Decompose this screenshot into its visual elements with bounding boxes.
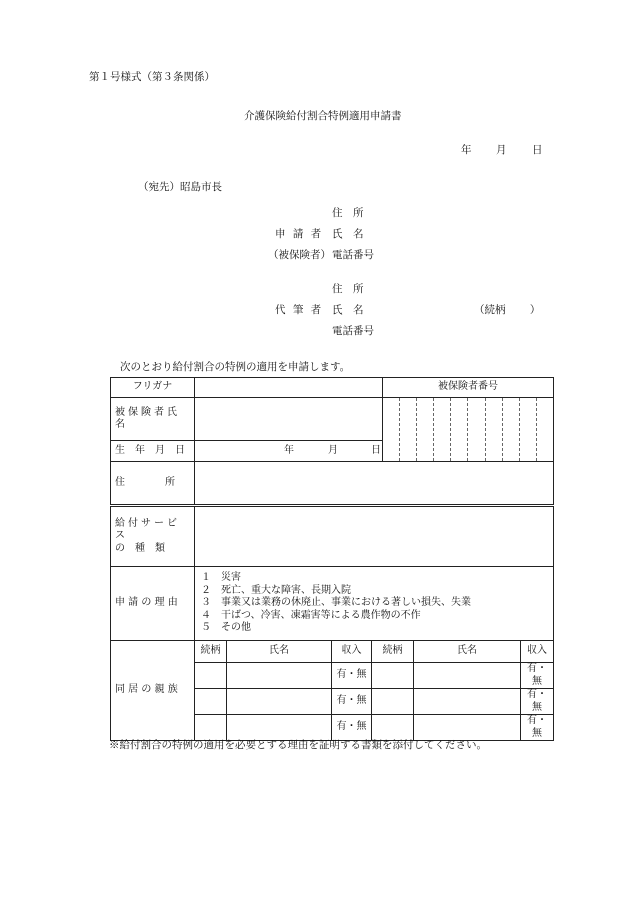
birth-year-label: 年 bbox=[284, 445, 294, 456]
insured-number-digit[interactable] bbox=[399, 398, 416, 461]
applicant-phone-label: 電話番号 bbox=[332, 249, 374, 261]
family-relation-field[interactable] bbox=[195, 663, 227, 689]
applicant-role-note: （被保険者） bbox=[268, 249, 331, 261]
applicant-name-label: 氏 名 bbox=[332, 228, 364, 240]
date-year-label: 年 bbox=[461, 144, 472, 156]
family-income-header: 収入 bbox=[521, 641, 554, 663]
addressee: （宛先）昭島市長 bbox=[138, 181, 222, 193]
proxy-relation-label: （続柄 ） bbox=[474, 304, 541, 316]
insured-number-digit[interactable] bbox=[502, 398, 519, 461]
form-title: 介護保険給付割合特例適用申請書 bbox=[244, 110, 402, 122]
furigana-label: フリガナ bbox=[111, 378, 195, 398]
insured-number-digit[interactable] bbox=[416, 398, 433, 461]
family-relation-field[interactable] bbox=[195, 689, 227, 715]
insured-number-digit[interactable] bbox=[467, 398, 484, 461]
family-name-header: 氏名 bbox=[414, 641, 521, 663]
insured-number-digit[interactable] bbox=[433, 398, 450, 461]
family-relation-field[interactable] bbox=[372, 715, 414, 741]
insured-number-label: 被保険者番号 bbox=[383, 378, 554, 398]
reason-option[interactable]: ２ 死亡、重大な障害、長期入院 bbox=[201, 584, 351, 596]
application-table bbox=[110, 377, 554, 741]
reason-options bbox=[195, 567, 554, 641]
family-name-field[interactable] bbox=[227, 715, 332, 741]
family-income-option[interactable]: 有・無 bbox=[521, 715, 554, 741]
applicant-role: 申 請 者 bbox=[275, 228, 324, 240]
date-month-label: 月 bbox=[496, 144, 507, 156]
reason-option[interactable]: ３ 事業又は業務の休廃止、事業における著しい損失、失業 bbox=[201, 597, 471, 609]
family-relation-field[interactable] bbox=[195, 715, 227, 741]
family-income-header: 収入 bbox=[332, 641, 372, 663]
family-relation-header: 続柄 bbox=[195, 641, 227, 663]
form-number: 第１号様式（第３条関係） bbox=[89, 71, 215, 83]
insured-number-digit[interactable] bbox=[536, 398, 553, 461]
family-income-option[interactable]: 有・無 bbox=[332, 715, 372, 741]
family-income-option[interactable]: 有・無 bbox=[521, 663, 554, 689]
proxy-phone-label: 電話番号 bbox=[332, 325, 374, 337]
proxy-name-label: 氏 名 bbox=[332, 304, 364, 316]
service-type-label-line1: 給付サービス bbox=[115, 517, 180, 542]
insured-number-digit[interactable] bbox=[519, 398, 536, 461]
family-name-field[interactable] bbox=[414, 663, 521, 689]
proxy-address-label: 住 所 bbox=[332, 283, 364, 295]
address-field[interactable] bbox=[195, 462, 554, 506]
insured-number-digit[interactable] bbox=[450, 398, 467, 461]
insured-number-field[interactable] bbox=[383, 398, 554, 462]
family-name-field[interactable] bbox=[414, 715, 521, 741]
birth-month-label: 月 bbox=[328, 445, 338, 456]
family-relation-field[interactable] bbox=[372, 663, 414, 689]
family-label: 同 居 の 親 族 bbox=[111, 641, 195, 741]
family-income-option[interactable]: 有・無 bbox=[332, 689, 372, 715]
service-type-label-line2: の 種 類 bbox=[115, 542, 165, 554]
birth-day-label: 日 bbox=[371, 445, 381, 456]
family-relation-field[interactable] bbox=[372, 689, 414, 715]
footnote: ※給付割合の特例の適用を必要とする理由を証明する書類を添付してください。 bbox=[109, 739, 487, 751]
reason-option[interactable]: １ 災害 bbox=[201, 572, 241, 584]
family-relation-header: 続柄 bbox=[372, 641, 414, 663]
proxy-role: 代 筆 者 bbox=[275, 304, 324, 316]
date-day-label: 日 bbox=[532, 144, 543, 156]
applicant-address-label: 住 所 bbox=[332, 207, 364, 219]
intro-text: 次のとおり給付割合の特例の適用を申請します。 bbox=[120, 361, 351, 373]
birthdate-label: 生 年 月 日 bbox=[111, 441, 195, 462]
service-type-field[interactable] bbox=[195, 506, 554, 567]
family-name-header: 氏名 bbox=[227, 641, 332, 663]
address-label: 住 所 bbox=[111, 462, 195, 506]
family-income-option[interactable]: 有・無 bbox=[521, 689, 554, 715]
reason-option[interactable]: ４ 干ばつ、冷害、凍霜害等による農作物の不作 bbox=[201, 609, 421, 621]
family-name-field[interactable] bbox=[227, 689, 332, 715]
insured-number-digit[interactable] bbox=[383, 398, 399, 461]
insured-name-label: 被保険者氏名 bbox=[111, 398, 195, 441]
reason-label: 申 請 の 理 由 bbox=[111, 567, 195, 641]
birthdate-field[interactable] bbox=[195, 441, 383, 462]
furigana-field[interactable] bbox=[195, 378, 383, 398]
insured-name-field[interactable] bbox=[195, 398, 383, 441]
family-name-field[interactable] bbox=[414, 689, 521, 715]
insured-number-digit[interactable] bbox=[485, 398, 502, 461]
reason-option[interactable]: ５ その他 bbox=[201, 622, 251, 634]
service-type-label bbox=[111, 506, 195, 567]
family-income-option[interactable]: 有・無 bbox=[332, 663, 372, 689]
family-name-field[interactable] bbox=[227, 663, 332, 689]
